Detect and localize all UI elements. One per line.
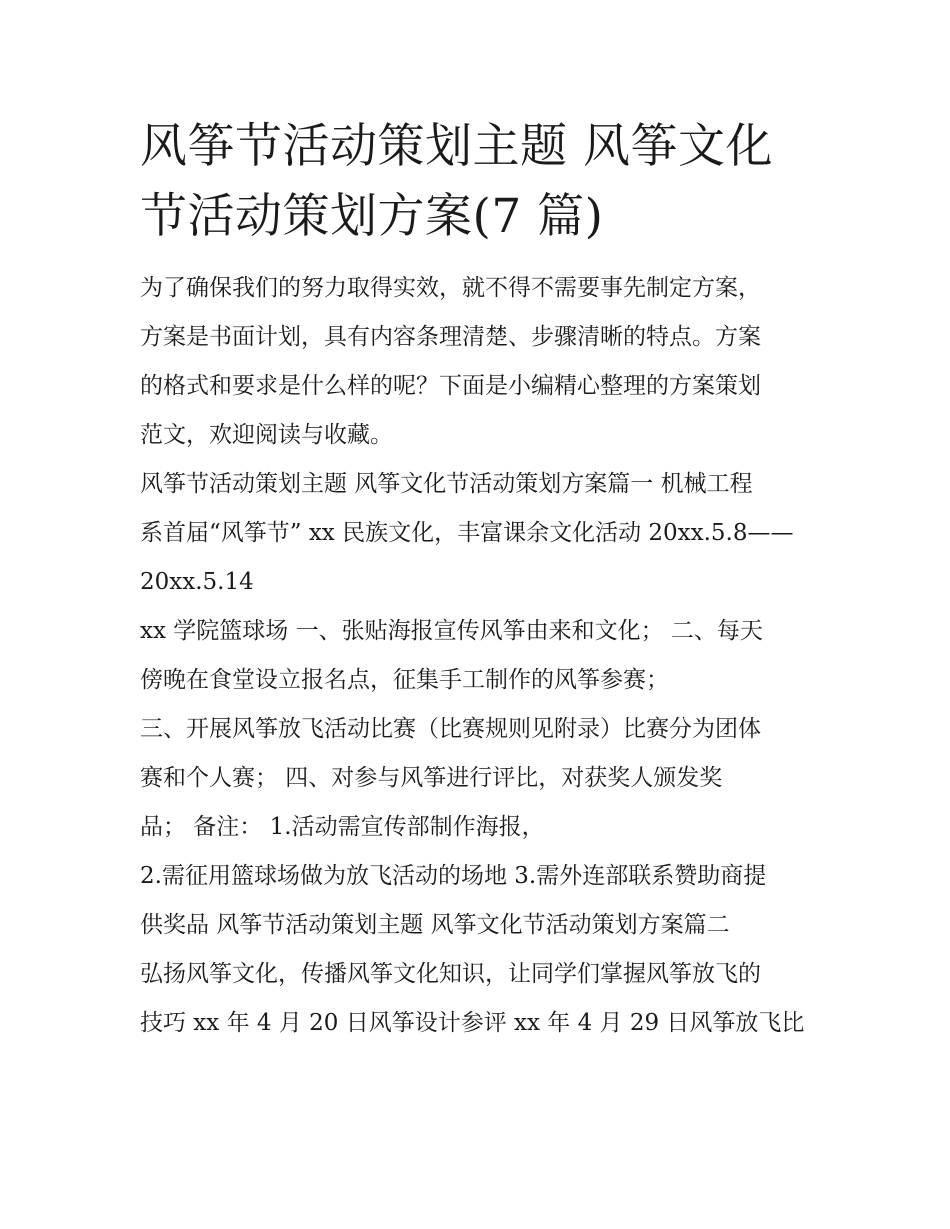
- body-line-8: xx 学院篮球场 一、张贴海报宣传风筝由来和文化； 二、每天: [140, 618, 763, 644]
- document-page: [140, 112, 820, 1048]
- body-line-10: 三、开展风筝放飞活动比赛（比赛规则见附录）比赛分为团体: [140, 716, 761, 742]
- body-line-2: 方案是书面计划，具有内容条理清楚、步骤清晰的特点。方案: [140, 324, 761, 350]
- document-body: [140, 264, 820, 1048]
- body-line-12: 品； 备注： 1.活动需宣传部制作海报，: [140, 814, 545, 840]
- body-line-6: 系首届“风筝节” xx 民族文化，丰富课余文化活动 20xx.5.8——: [140, 520, 794, 546]
- title-line-1: 风筝节活动策划主题 风筝文化: [140, 119, 773, 174]
- title-line-2: 节活动策划方案(7 篇): [140, 189, 604, 244]
- body-line-15: 弘扬风筝文化，传播风筝文化知识，让同学们掌握风筝放飞的: [140, 961, 761, 987]
- body-line-1: 为了确保我们的努力取得实效，就不得不需要事先制定方案，: [140, 275, 761, 301]
- body-line-5: 风筝节活动策划主题 风筝文化节活动策划方案篇一 机械工程: [140, 471, 753, 497]
- body-line-14: 供奖品 风筝节活动策划主题 风筝文化节活动策划方案篇二: [140, 912, 730, 938]
- body-line-16: 技巧 xx 年 4 月 20 日风筝设计参评 xx 年 4 月 29 日风筝放飞比: [140, 1010, 805, 1036]
- body-line-7: 20xx.5.14: [140, 569, 254, 595]
- body-line-13: 2.需征用篮球场做为放飞活动的场地 3.需外连部联系赞助商提: [140, 863, 767, 889]
- body-line-11: 赛和个人赛； 四、对参与风筝进行评比，对获奖人颁发奖: [140, 765, 723, 791]
- body-line-3: 的格式和要求是什么样的呢？下面是小编精心整理的方案策划: [140, 373, 761, 399]
- body-line-4: 范文，欢迎阅读与收藏。: [140, 422, 393, 448]
- body-line-9: 傍晚在食堂设立报名点，征集手工制作的风筝参赛；: [140, 667, 669, 693]
- document-title: [140, 112, 820, 252]
